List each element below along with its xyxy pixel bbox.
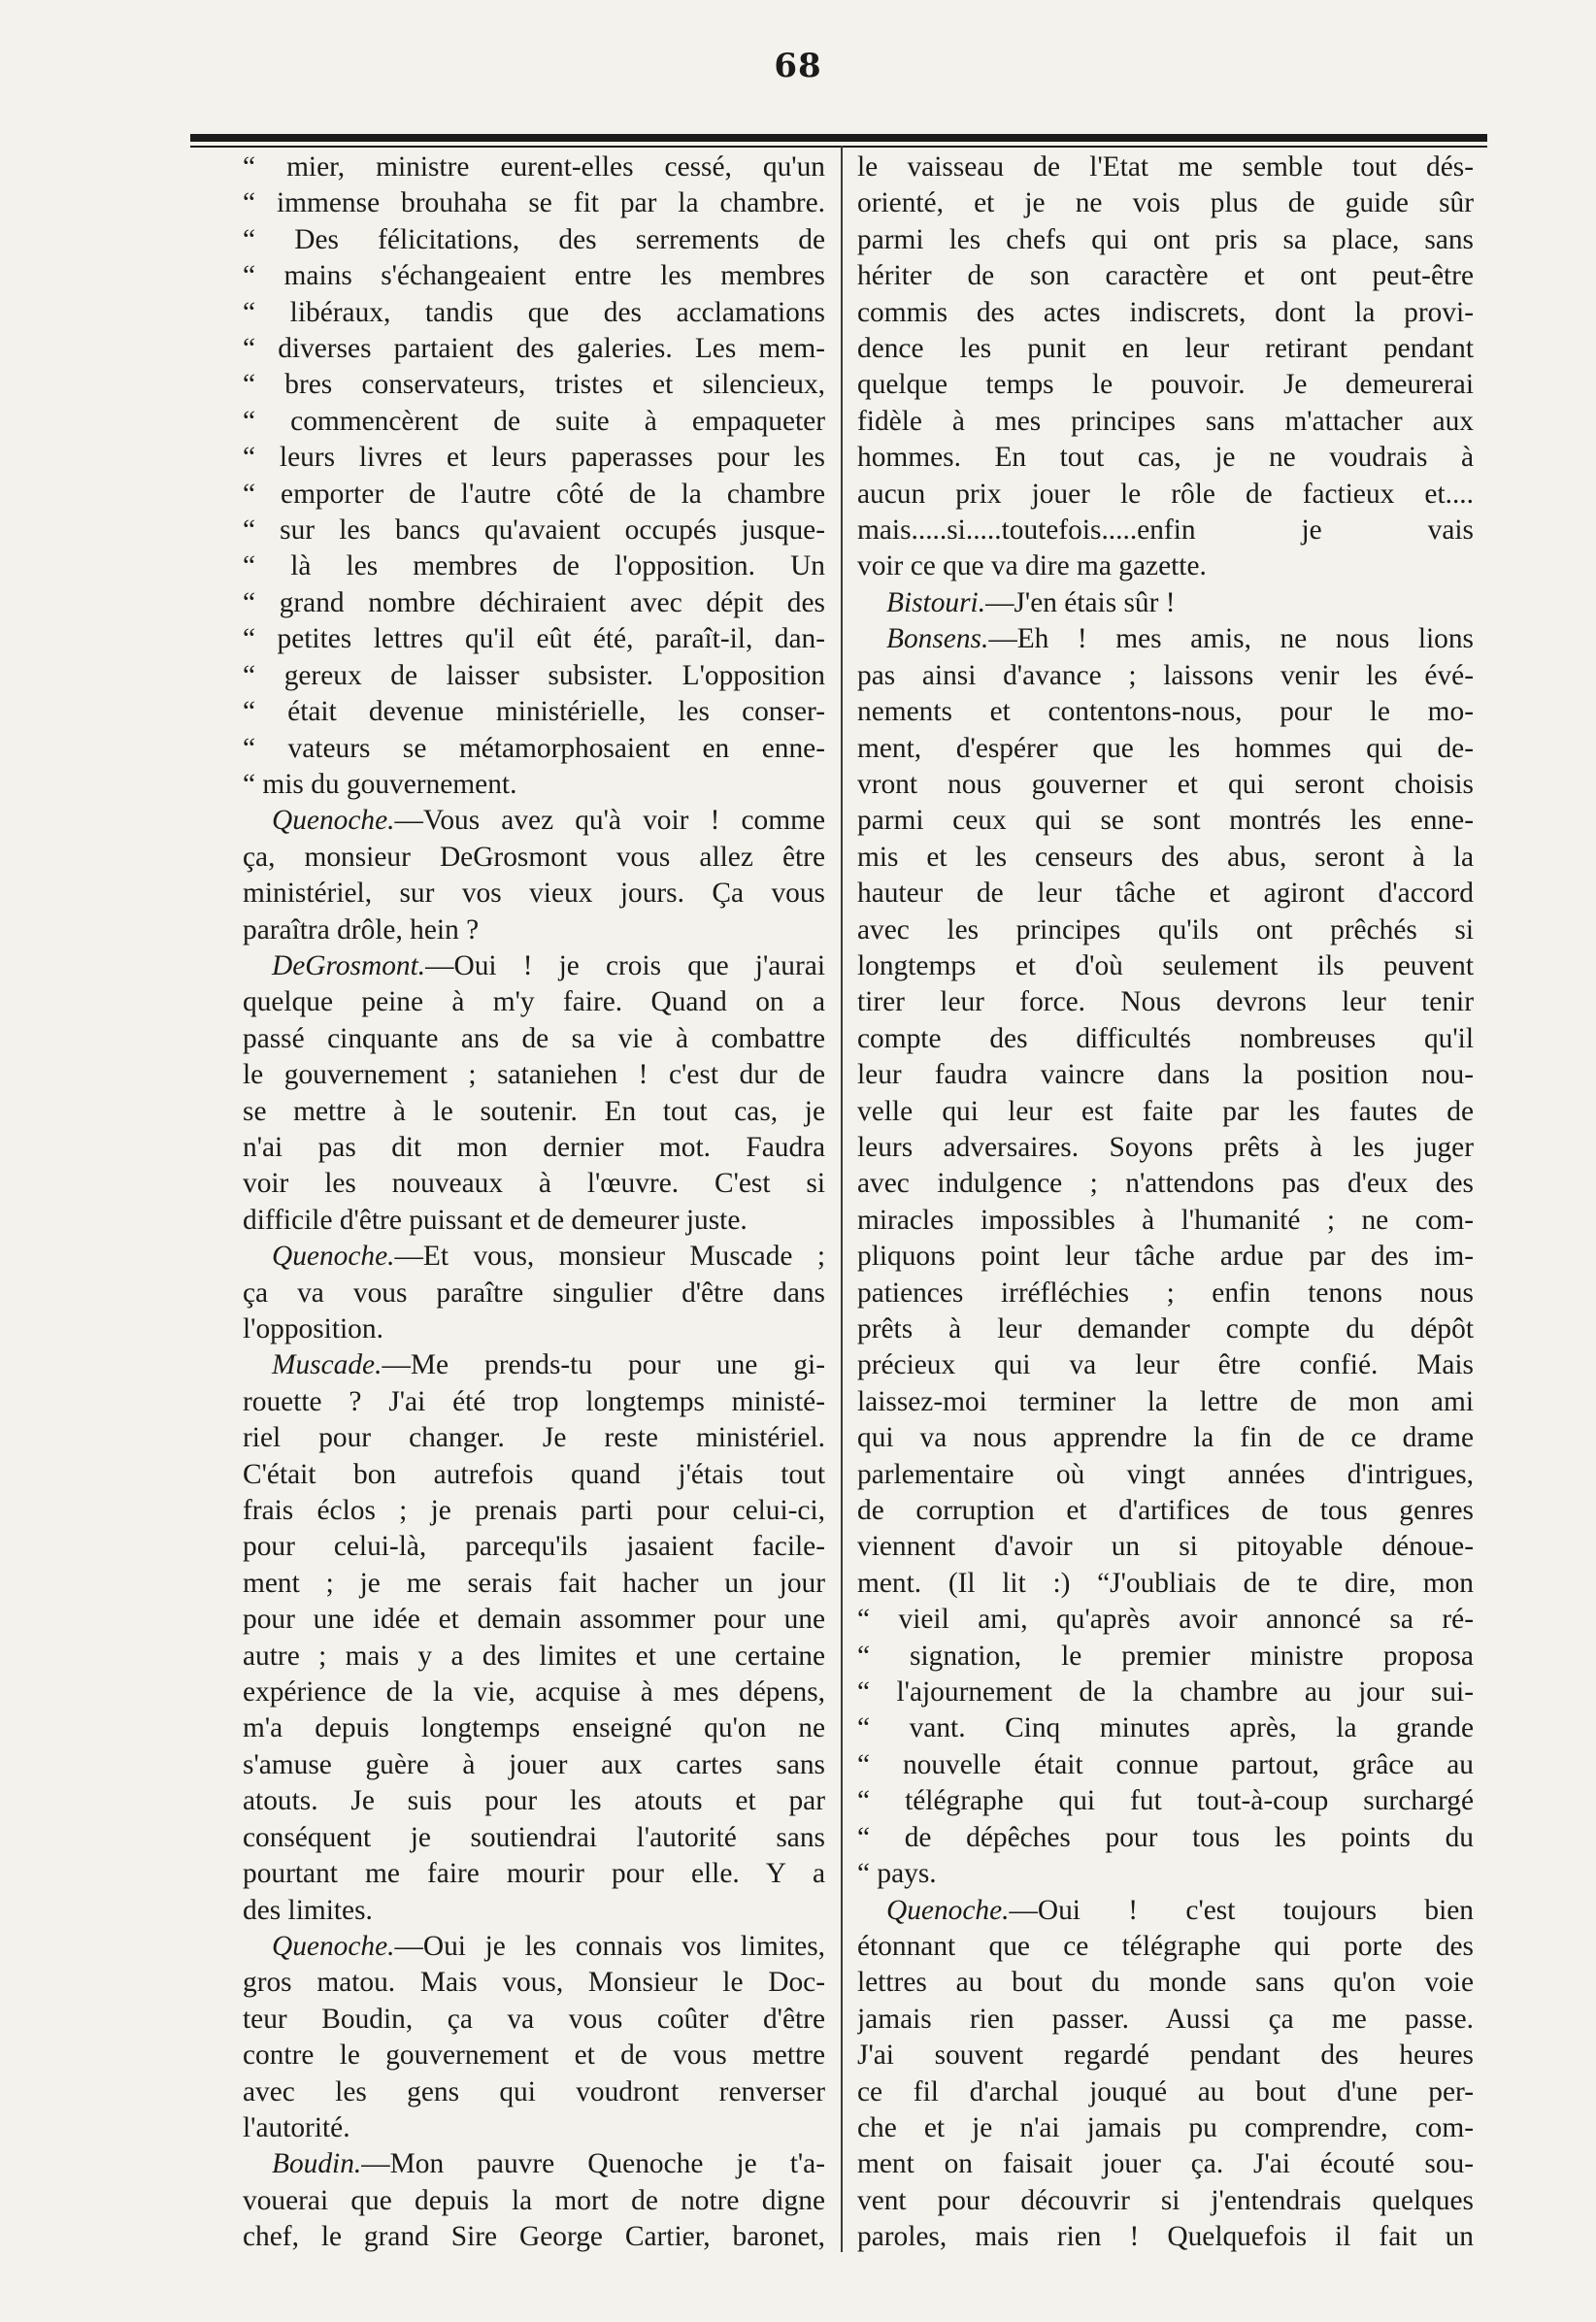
text-line xyxy=(243,2002,825,2038)
text-line xyxy=(857,1493,1474,1529)
text-line xyxy=(857,1384,1474,1420)
text-line xyxy=(857,731,1474,767)
text-line xyxy=(857,694,1474,730)
header-rule-thin xyxy=(190,146,1487,148)
text-line xyxy=(857,1783,1474,1819)
left-paragraph-3 xyxy=(243,948,825,1239)
text-line xyxy=(857,621,1474,657)
speaker-name: Boudin. xyxy=(272,2148,362,2180)
speaker-name: Quenoche. xyxy=(272,805,395,837)
line-text: vent pour découvrir si j'entendrais quelques xyxy=(857,2184,1474,2216)
text-line xyxy=(243,1893,825,1929)
text-line xyxy=(243,1856,825,1892)
line-text: longtemps et d'où seulement ils peuvent xyxy=(857,949,1474,981)
text-line xyxy=(243,1602,825,1638)
line-text: —Eh ! mes amis, ne nous lions xyxy=(988,623,1474,655)
text-line xyxy=(243,2183,825,2219)
text-line xyxy=(243,2038,825,2073)
line-text: ment ; je me serais fait hacher un jour xyxy=(243,1567,825,1599)
line-text: quelque peine à m'y faire. Quand on a xyxy=(243,986,825,1018)
text-line xyxy=(857,331,1474,367)
line-text: hommes. En tout cas, je ne voudrais à xyxy=(857,442,1474,474)
speaker-name: Quenoche. xyxy=(272,1930,395,1962)
left-column xyxy=(243,149,825,2256)
text-line xyxy=(243,2110,825,2146)
left-paragraph-2 xyxy=(243,803,825,948)
line-text: compte des difficultés nombreuses qu'il xyxy=(857,1022,1474,1054)
line-text: n'ai pas dit mon dernier mot. Faudra xyxy=(243,1131,825,1163)
right-paragraph-3-quote xyxy=(857,1602,1474,1892)
text-line xyxy=(857,1856,1474,1892)
text-line xyxy=(857,2002,1474,2038)
text-line xyxy=(857,2110,1474,2146)
text-line xyxy=(243,404,825,440)
text-line xyxy=(857,876,1474,912)
text-line xyxy=(243,258,825,294)
right-paragraph-4 xyxy=(857,1893,1474,2256)
line-text: l'autorité. xyxy=(243,2111,350,2143)
text-line xyxy=(857,295,1474,331)
line-text: rouette ? J'ai été trop longtemps ministé- xyxy=(243,1385,825,1417)
line-text: signation, le premier ministre proposa xyxy=(910,1640,1474,1672)
text-line xyxy=(857,2183,1474,2219)
left-paragraph-1 xyxy=(243,149,825,803)
text-line xyxy=(857,1311,1474,1347)
text-line xyxy=(857,912,1474,948)
line-text: mis du gouvernement. xyxy=(262,768,517,800)
line-text: parlementaire où vingt années d'intrigues, xyxy=(857,1458,1474,1490)
text-line xyxy=(857,1747,1474,1783)
line-text: pourtant me faire mourir pour elle. Y a xyxy=(243,1858,825,1890)
line-text: voir ce que va dire ma gazette. xyxy=(857,550,1207,582)
line-text: télégraphe qui fut tout-à-coup surchargé xyxy=(905,1785,1474,1817)
line-text: immense brouhaha se fit par la chambre. xyxy=(277,187,825,219)
text-line xyxy=(243,658,825,694)
line-text: conséquent je soutiendrai l'autorité sans xyxy=(243,1821,825,1853)
right-paragraph-1 xyxy=(857,149,1474,585)
text-line xyxy=(857,1239,1474,1275)
text-line xyxy=(857,149,1474,185)
line-text: commencèrent de suite à empaqueter xyxy=(290,405,825,437)
text-line xyxy=(243,1021,825,1057)
text-line xyxy=(857,1893,1474,1929)
line-text: —Oui ! je crois que j'aurai xyxy=(425,949,825,981)
line-text: ministériel, sur vos vieux jours. Ça vous xyxy=(243,878,825,910)
line-text: libéraux, tandis que des acclamations xyxy=(289,296,825,328)
line-text: mis et les censeurs des abus, seront à la xyxy=(857,841,1474,873)
text-line xyxy=(243,2074,825,2110)
text-line xyxy=(857,222,1474,258)
text-line xyxy=(243,1529,825,1565)
line-text: passé cinquante ans de sa vie à combattre xyxy=(243,1022,825,1054)
text-line xyxy=(243,840,825,876)
line-text: vouerai que depuis la mort de notre digne xyxy=(243,2184,825,2216)
text-line xyxy=(243,295,825,331)
line-text: nouvelle était connue partout, grâce au xyxy=(902,1748,1474,1780)
line-text: de corruption et d'artifices de tous genres xyxy=(857,1495,1474,1527)
line-text: atouts. Je suis pour les atouts et par xyxy=(243,1785,825,1817)
text-line xyxy=(857,1166,1474,1202)
line-text: m'a depuis longtemps enseigné qu'on ne xyxy=(243,1712,825,1744)
line-text: pour une idée et demain assommer pour une xyxy=(243,1604,825,1636)
text-line xyxy=(857,1529,1474,1565)
left-paragraph-5 xyxy=(243,1347,825,1929)
line-text: étonnant que ce télégraphe qui porte des xyxy=(857,1930,1474,1962)
line-text: pas ainsi d'avance ; laissons venir les évé- xyxy=(857,659,1474,691)
text-line xyxy=(243,1747,825,1783)
text-line xyxy=(857,1675,1474,1710)
text-line xyxy=(857,1602,1474,1638)
text-line xyxy=(243,1783,825,1819)
text-line xyxy=(857,1347,1474,1383)
speaker-name: Bistouri. xyxy=(886,586,986,618)
text-line xyxy=(243,1239,825,1275)
line-text: —Mon pauvre Quenoche je t'a- xyxy=(361,2148,825,2180)
line-text: paraîtra drôle, hein ? xyxy=(243,913,480,945)
text-line xyxy=(857,585,1474,621)
line-text: frais éclos ; je prenais parti pour celui-ci, xyxy=(243,1495,825,1527)
text-line xyxy=(243,513,825,548)
line-text: hériter de son caractère et ont peut-être xyxy=(857,260,1474,292)
line-text: velle qui leur est faite par les fautes de xyxy=(857,1095,1474,1127)
line-text: petites lettres qu'il eût été, paraît-il, dan- xyxy=(277,623,825,655)
text-line xyxy=(243,731,825,767)
line-text: parmi les chefs qui ont pris sa place, sans xyxy=(857,223,1474,255)
line-text: mais.....si.....toutefois.....enfin je vais xyxy=(857,514,1474,547)
text-line xyxy=(243,912,825,948)
line-text: mains s'échangeaient entre les membres xyxy=(283,260,825,292)
line-text: l'opposition. xyxy=(243,1313,383,1344)
speaker-name: Bonsens. xyxy=(886,623,989,655)
left-paragraph-7 xyxy=(243,2146,825,2255)
line-text: le vaisseau de l'Etat me semble tout dés- xyxy=(857,151,1474,182)
text-line xyxy=(857,1820,1474,1856)
text-line xyxy=(243,222,825,258)
line-text: —Et vous, monsieur Muscade ; xyxy=(394,1241,825,1273)
line-text: leurs adversaires. Soyons prêts à les juger xyxy=(857,1131,1474,1163)
speaker-name: Quenoche. xyxy=(886,1894,1010,1926)
line-text: diverses partaient des galeries. Les mem- xyxy=(278,333,825,365)
text-line xyxy=(857,1021,1474,1057)
line-text: —Me prends-tu pour une gi- xyxy=(382,1349,825,1381)
line-text: vant. Cinq minutes après, la grande xyxy=(909,1712,1474,1744)
line-text: précieux qui va leur être confié. Mais xyxy=(857,1349,1474,1381)
line-text: autre ; mais y a des limites et une certaine xyxy=(243,1640,825,1672)
line-text: gros matou. Mais vous, Monsieur le Doc- xyxy=(243,1967,825,1999)
text-line xyxy=(243,1420,825,1456)
text-line xyxy=(857,2038,1474,2073)
line-text: ça va vous paraître singulier d'être dans xyxy=(243,1277,825,1309)
text-line xyxy=(857,367,1474,403)
text-line xyxy=(243,477,825,513)
line-text: viennent d'avoir un si pitoyable dénoue- xyxy=(857,1531,1474,1563)
line-text: lettres au bout du monde sans qu'on voie xyxy=(857,1967,1474,1999)
text-line xyxy=(243,1130,825,1166)
left-paragraph-6 xyxy=(243,1929,825,2146)
line-text: pliquons point leur tâche ardue par des im- xyxy=(857,1241,1474,1273)
text-line xyxy=(857,1094,1474,1130)
text-line xyxy=(857,1710,1474,1746)
text-line xyxy=(243,1929,825,1965)
line-text: laissez-moi terminer la lettre de mon ami xyxy=(857,1385,1474,1417)
text-line xyxy=(857,185,1474,221)
line-text: grand nombre déchiraient avec dépit des xyxy=(279,586,825,618)
right-paragraph-3 xyxy=(857,621,1474,1602)
line-text: leurs livres et leurs paperasses pour les xyxy=(279,442,825,474)
line-text: J'ai souvent regardé pendant des heures xyxy=(857,2040,1474,2072)
text-line xyxy=(857,2146,1474,2182)
speaker-name: Muscade. xyxy=(272,1349,382,1381)
line-text: —Oui je les connais vos limites, xyxy=(394,1930,825,1962)
line-text: miracles impossibles à l'humanité ; ne com- xyxy=(857,1204,1474,1236)
text-line xyxy=(243,440,825,476)
text-line xyxy=(243,149,825,185)
text-line xyxy=(857,1276,1474,1311)
text-line xyxy=(243,767,825,803)
line-text: avec les gens qui voudront renverser xyxy=(243,2075,825,2107)
line-text: parmi ceux qui se sont montrés les enne- xyxy=(857,805,1474,837)
page-number: 68 xyxy=(774,47,822,85)
line-text: le gouvernement ; sataniehen ! c'est dur de xyxy=(243,1059,825,1091)
text-line xyxy=(857,658,1474,694)
speaker-name: DeGrosmont. xyxy=(272,949,426,981)
text-line xyxy=(857,803,1474,839)
text-line xyxy=(243,984,825,1020)
text-line xyxy=(243,1384,825,1420)
text-line xyxy=(857,1566,1474,1602)
line-text: mier, ministre eurent-elles cessé, qu'un xyxy=(286,151,825,182)
text-line xyxy=(243,621,825,657)
line-text: nements et contentons-nous, pour le mo- xyxy=(857,696,1474,728)
text-line xyxy=(243,1493,825,1529)
text-line xyxy=(857,548,1474,584)
text-line xyxy=(243,1965,825,2001)
line-text: bres conservateurs, tristes et silencieux, xyxy=(284,369,825,401)
line-text: fidèle à mes principes sans m'attacher aux xyxy=(857,405,1474,437)
text-line xyxy=(857,1929,1474,1965)
line-text: difficile d'être puissant et de demeurer juste. xyxy=(243,1204,748,1236)
line-text: expérience de la vie, acquise à mes dépens, xyxy=(243,1676,825,1708)
line-text: l'ajournement de la chambre au jour sui- xyxy=(896,1676,1474,1708)
line-text: leur faudra vaincre dans la position nou- xyxy=(857,1059,1474,1091)
text-line xyxy=(243,1710,825,1746)
speaker-name: Quenoche. xyxy=(272,1241,395,1273)
text-line xyxy=(243,2219,825,2255)
text-line xyxy=(243,1347,825,1383)
line-text: hauteur de leur tâche et agiront d'accord xyxy=(857,878,1474,910)
text-line xyxy=(857,1639,1474,1675)
text-line xyxy=(243,1675,825,1710)
line-text: emporter de l'autre côté de la chambre xyxy=(281,478,825,510)
text-line xyxy=(857,840,1474,876)
line-text: Des félicitations, des serrements de xyxy=(294,223,825,255)
text-line xyxy=(857,2219,1474,2255)
line-text: vront nous gouverner et qui seront choisis xyxy=(857,768,1474,800)
line-text: ment. (Il lit :) “J'oubliais de te dire, mon xyxy=(857,1567,1474,1599)
line-text: orienté, et je ne vois plus de guide sûr xyxy=(857,187,1474,219)
line-text: C'était bon autrefois quand j'étais tout xyxy=(243,1458,825,1490)
line-text: des limites. xyxy=(243,1894,373,1926)
line-text: qui va nous apprendre la fin de ce drame xyxy=(857,1422,1474,1454)
text-line xyxy=(857,1203,1474,1239)
text-line xyxy=(857,404,1474,440)
header-rule xyxy=(190,134,1487,142)
line-text: quelque temps le pouvoir. Je demeurerai xyxy=(857,369,1474,401)
line-text: jamais rien passer. Aussi ça me passe. xyxy=(857,2003,1474,2035)
line-text: se mettre à le soutenir. En tout cas, je xyxy=(243,1095,825,1127)
text-line xyxy=(243,1639,825,1675)
text-line xyxy=(857,1057,1474,1093)
text-line xyxy=(243,694,825,730)
text-line xyxy=(243,1094,825,1130)
line-text: vieil ami, qu'après avoir annoncé sa ré- xyxy=(898,1604,1474,1636)
text-line xyxy=(243,1311,825,1347)
right-paragraph-2 xyxy=(857,585,1474,621)
text-line xyxy=(857,1420,1474,1456)
text-line xyxy=(857,1457,1474,1493)
text-line xyxy=(243,331,825,367)
left-paragraph-4 xyxy=(243,1239,825,1347)
text-line xyxy=(857,984,1474,1020)
text-line xyxy=(857,513,1474,548)
line-text: avec les principes qu'ils ont prêchés si xyxy=(857,913,1474,945)
text-line xyxy=(243,1457,825,1493)
line-text: —J'en étais sûr ! xyxy=(985,586,1176,618)
text-line xyxy=(857,440,1474,476)
text-line xyxy=(243,367,825,403)
text-line xyxy=(243,1276,825,1311)
line-text: gereux de laisser subsister. L'opposition xyxy=(283,659,825,691)
line-text: patiences irréfléchies ; enfin tenons nous xyxy=(857,1277,1474,1309)
line-text: dence les punit en leur retirant pendant xyxy=(857,333,1474,365)
text-line xyxy=(857,767,1474,803)
text-line xyxy=(243,2146,825,2182)
text-line xyxy=(243,876,825,912)
line-text: teur Boudin, ça va vous coûter d'être xyxy=(243,2003,825,2035)
line-text: s'amuse guère à jouer aux cartes sans xyxy=(243,1748,825,1780)
line-text: voir les nouveaux à l'œuvre. C'est si xyxy=(243,1168,825,1200)
line-text: chef, le grand Sire George Cartier, baronet, xyxy=(243,2221,825,2253)
line-text: vateurs se métamorphosaient en enne- xyxy=(287,732,825,764)
line-text: contre le gouvernement et de vous mettre xyxy=(243,2040,825,2072)
line-text: —Oui ! c'est toujours bien xyxy=(1009,1894,1474,1926)
line-text: avec indulgence ; n'attendons pas d'eux des xyxy=(857,1168,1474,1200)
line-text: ment, d'espérer que les hommes qui de- xyxy=(857,732,1474,764)
line-text: riel pour changer. Je reste ministériel. xyxy=(243,1422,825,1454)
line-text: sur les bancs qu'avaient occupés jusque- xyxy=(280,514,825,547)
text-line xyxy=(243,1166,825,1202)
text-line xyxy=(243,585,825,621)
text-line xyxy=(243,1820,825,1856)
text-line xyxy=(857,948,1474,984)
line-text: che et je n'ai jamais pu comprendre, com- xyxy=(857,2111,1474,2143)
text-line xyxy=(243,948,825,984)
text-line xyxy=(243,803,825,839)
text-line xyxy=(243,1203,825,1239)
text-line xyxy=(243,548,825,584)
text-line xyxy=(857,1130,1474,1166)
text-line xyxy=(857,1965,1474,2001)
line-text: de dépêches pour tous les points du xyxy=(904,1821,1474,1853)
column-divider xyxy=(841,146,843,2252)
line-text: pays. xyxy=(877,1858,937,1890)
line-text: ça, monsieur DeGrosmont vous allez être xyxy=(243,841,825,873)
line-text: prêts à leur demander compte du dépôt xyxy=(857,1313,1474,1344)
line-text: aucun prix jouer le rôle de factieux et.... xyxy=(857,478,1474,510)
text-line xyxy=(243,1566,825,1602)
text-line xyxy=(243,1057,825,1093)
text-line xyxy=(243,185,825,221)
line-text: —Vous avez qu'à voir ! comme xyxy=(394,805,825,837)
line-text: pour celui-là, parcequ'ils jasaient facile- xyxy=(243,1531,825,1563)
text-line xyxy=(857,258,1474,294)
line-text: était devenue ministérielle, les conser- xyxy=(287,696,825,728)
text-line xyxy=(857,2074,1474,2110)
text-line xyxy=(857,477,1474,513)
right-column xyxy=(857,149,1474,2256)
line-text: tirer leur force. Nous devrons leur tenir xyxy=(857,986,1474,1018)
line-text: là les membres de l'opposition. Un xyxy=(290,550,825,582)
line-text: commis des actes indiscrets, dont la provi- xyxy=(857,296,1474,328)
line-text: ce fil d'archal jouqué au bout d'une per- xyxy=(857,2075,1474,2107)
line-text: paroles, mais rien ! Quelquefois il fait un xyxy=(857,2221,1474,2253)
line-text: ment on faisait jouer ça. J'ai écouté sou- xyxy=(857,2148,1474,2180)
